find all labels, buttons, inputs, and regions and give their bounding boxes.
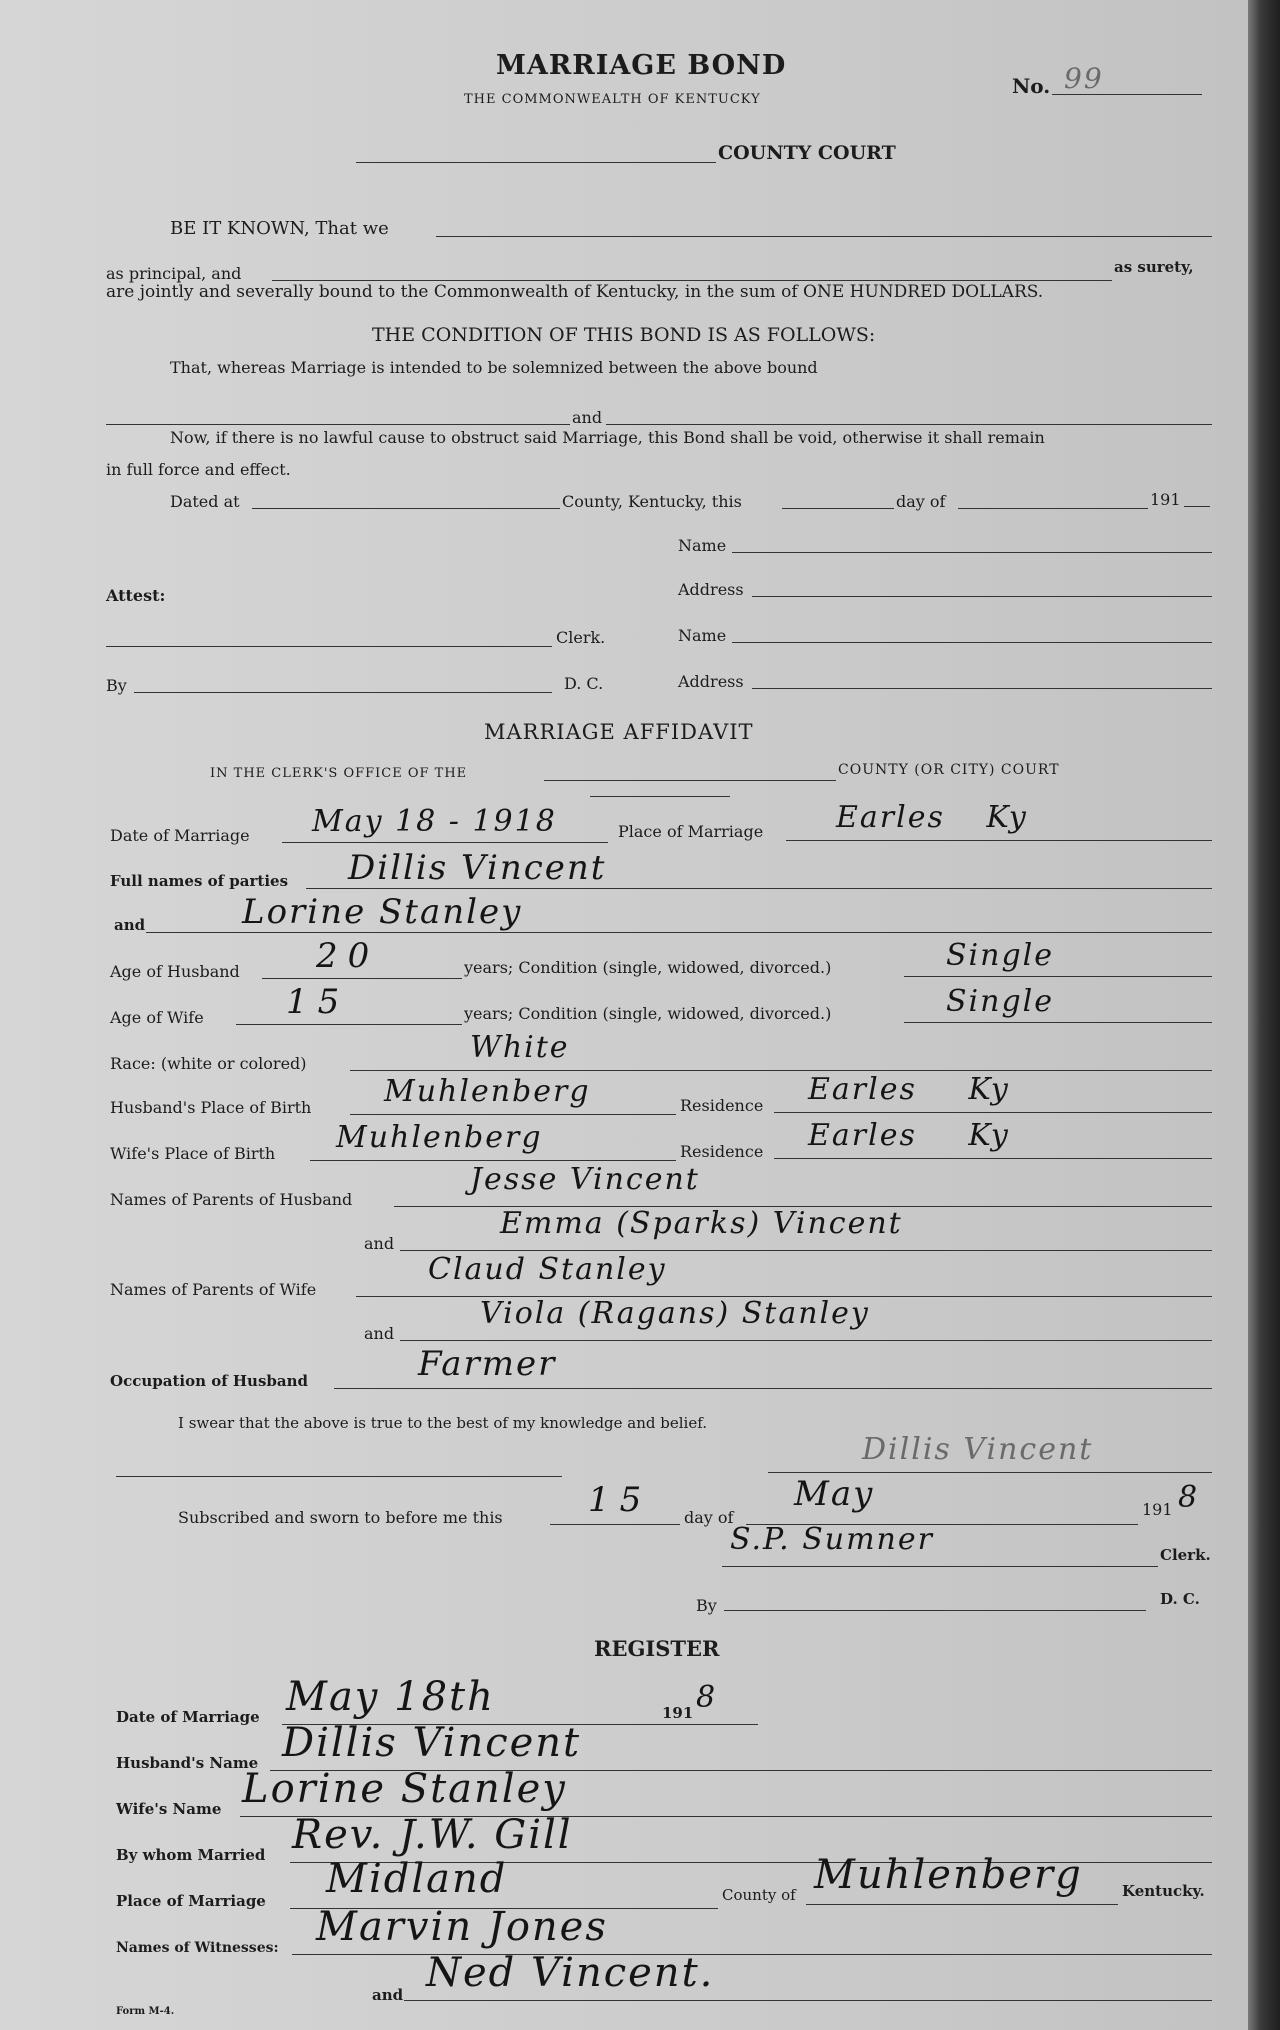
party-line-2 <box>606 424 1212 425</box>
age-wife-line <box>236 1024 462 1025</box>
sworn-year-suffix: 8 <box>1178 1480 1200 1515</box>
register-husband-value: Dillis Vincent <box>282 1720 582 1766</box>
register-witness2-line <box>404 2000 1212 2001</box>
date-of-marriage-value: May 18 - 1918 <box>312 804 557 839</box>
parents-husband-label: Names of Parents of Husband <box>110 1190 353 1209</box>
husband-residence-label: Residence <box>680 1096 764 1115</box>
surety-name-line-1 <box>732 552 1212 553</box>
bond-by-label: By <box>106 676 127 695</box>
sworn-month-value: May <box>794 1474 875 1514</box>
husband-residence-line <box>774 1112 1212 1113</box>
party1-name: Dillis Vincent <box>348 848 607 888</box>
clerk-signature: S.P. Sumner <box>730 1522 934 1557</box>
register-year-prefix: 191 <box>662 1704 694 1722</box>
party-and-label: and <box>114 916 146 934</box>
whereas-clause: That, whereas Marriage is intended to be solemnized between the above bound <box>170 358 818 377</box>
race-label: Race: (white or colored) <box>110 1054 307 1073</box>
wife-birth-value: Muhlenberg <box>336 1120 543 1155</box>
register-kentucky: Kentucky. <box>1122 1882 1205 1900</box>
surety-address-label-1: Address <box>678 580 744 599</box>
date-of-marriage-label: Date of Marriage <box>110 826 250 845</box>
now-if-line-1: Now, if there is no lawful cause to obstruct said Marriage, this Bond shall be void, otherwise it shall remain <box>170 428 1045 447</box>
wife-residence-label: Residence <box>680 1142 764 1161</box>
sworn-day-value: 15 <box>588 1480 652 1520</box>
surety-name-line-2 <box>732 642 1212 643</box>
husband-father-value: Jesse Vincent <box>470 1162 700 1197</box>
clerks-office-line <box>544 780 836 781</box>
surety-name-label-1: Name <box>678 536 727 555</box>
sworn-day-of: day of <box>684 1508 734 1527</box>
register-wife-label: Wife's Name <box>116 1800 222 1818</box>
bond-by-line <box>134 692 552 693</box>
occupation-line <box>334 1388 1212 1389</box>
occupation-value: Farmer <box>418 1344 557 1384</box>
husband-birth-line <box>350 1114 676 1115</box>
as-principal-and: as principal, and <box>106 264 242 283</box>
affiant-signature: Dillis Vincent <box>862 1432 1094 1467</box>
clerks-office-underline <box>590 796 730 797</box>
register-husband-label: Husband's Name <box>116 1754 259 1772</box>
subscribed-sworn: Subscribed and sworn to before me this <box>178 1508 503 1527</box>
bond-subtitle: THE COMMONWEALTH OF KENTUCKY <box>464 92 761 107</box>
wife-parents-and: and <box>364 1324 395 1343</box>
dated-at-line <box>252 508 560 509</box>
condition-husband-value: Single <box>946 938 1055 973</box>
bond-year-line <box>1184 506 1210 507</box>
wife-mother-value: Viola (Ragans) Stanley <box>480 1296 870 1331</box>
register-county-line <box>806 1904 1118 1905</box>
date-of-marriage-line <box>282 842 608 843</box>
be-it-known: BE IT KNOWN, That we <box>170 218 389 239</box>
affidavit-title: MARRIAGE AFFIDAVIT <box>484 720 754 744</box>
county-court-line <box>356 162 716 163</box>
register-witnesses-label: Names of Witnesses: <box>116 1940 279 1956</box>
now-if-line-2: in full force and effect. <box>106 460 291 479</box>
month-line <box>958 508 1148 509</box>
register-place-value: Midland <box>326 1856 508 1902</box>
clerk-signature-line <box>722 1566 1158 1567</box>
race-value: White <box>470 1030 570 1065</box>
this-day-line <box>782 508 894 509</box>
husband-mother-line <box>400 1250 1212 1251</box>
party2-line <box>146 932 1212 933</box>
surety-line <box>272 280 1112 281</box>
age-wife-value: 15 <box>286 982 350 1022</box>
affidavit-dc-label: D. C. <box>1160 1590 1200 1608</box>
principals-line <box>436 236 1212 237</box>
wife-birth-line <box>310 1160 676 1161</box>
parents-wife-label: Names of Parents of Wife <box>110 1280 317 1299</box>
surety-address-label-2: Address <box>678 672 744 691</box>
register-place-label: Place of Marriage <box>116 1892 266 1910</box>
jointly-bound: are jointly and severally bound to the Commonwealth of Kentucky, in the sum of ONE HUNDRED DOLLARS. <box>106 282 1044 302</box>
bond-title: MARRIAGE BOND <box>496 50 787 81</box>
register-title: REGISTER <box>594 1636 720 1661</box>
register-date-value: May 18th <box>286 1674 495 1720</box>
as-surety: as surety, <box>1114 258 1194 276</box>
swear-statement: I swear that the above is true to the best of my knowledge and belief. <box>178 1414 708 1432</box>
affiant-left-line <box>116 1476 562 1477</box>
condition-wife-value: Single <box>946 984 1055 1019</box>
wife-mother-line <box>400 1340 1212 1341</box>
wife-father-value: Claud Stanley <box>428 1252 667 1287</box>
bond-number-line <box>1052 94 1202 95</box>
condition-wife-line <box>904 1022 1212 1023</box>
surety-address-line-2 <box>752 688 1212 689</box>
full-names-line <box>306 888 1212 889</box>
bond-number-label: No. <box>1012 74 1051 98</box>
sworn-year-prefix: 191 <box>1142 1500 1173 1519</box>
register-year-suffix: 8 <box>696 1680 718 1715</box>
place-of-marriage-label: Place of Marriage <box>618 822 764 841</box>
husband-residence-value: Earles Ky <box>808 1072 1010 1107</box>
register-witness-and: and <box>372 1986 404 2004</box>
form-number: Form M-4. <box>116 2006 175 2017</box>
attest-label: Attest: <box>106 586 166 605</box>
husband-mother-value: Emma (Sparks) Vincent <box>500 1206 903 1241</box>
register-witness1-value: Marvin Jones <box>316 1904 608 1950</box>
register-married-by-label: By whom Married <box>116 1846 266 1864</box>
years-condition-husband: years; Condition (single, widowed, divorced.) <box>464 958 832 977</box>
wife-residence-value: Earles Ky <box>808 1118 1010 1153</box>
county-city-court: COUNTY (OR CITY) COURT <box>838 762 1060 778</box>
surety-name-label-2: Name <box>678 626 727 645</box>
condition-heading: THE CONDITION OF THIS BOND IS AS FOLLOWS: <box>372 324 876 346</box>
bond-year: 191 <box>1150 490 1181 509</box>
sworn-day-line <box>550 1524 680 1525</box>
condition-husband-line <box>904 976 1212 977</box>
bond-dc-label: D. C. <box>564 674 604 693</box>
wife-residence-line <box>774 1158 1212 1159</box>
party2-name: Lorine Stanley <box>242 892 523 932</box>
bond-clerk-label: Clerk. <box>556 628 606 647</box>
race-line <box>350 1070 1212 1071</box>
register-county-value: Muhlenberg <box>814 1852 1083 1898</box>
register-married-by-value: Rev. J.W. Gill <box>292 1812 573 1858</box>
wife-birth-label: Wife's Place of Birth <box>110 1144 276 1163</box>
occupation-label: Occupation of Husband <box>110 1372 309 1390</box>
affidavit-clerk-label: Clerk. <box>1160 1546 1211 1564</box>
clerk-line <box>106 646 552 647</box>
county-court-label: COUNTY COURT <box>718 142 896 164</box>
bond-and: and <box>572 408 603 427</box>
register-witness2-value: Ned Vincent. <box>426 1950 715 1996</box>
place-of-marriage-line <box>786 840 1212 841</box>
county-ky-this: County, Kentucky, this <box>562 492 742 511</box>
surety-address-line-1 <box>752 596 1212 597</box>
register-date-label: Date of Marriage <box>116 1708 260 1726</box>
page-binding-edge <box>1248 0 1280 2030</box>
husband-birth-value: Muhlenberg <box>384 1074 591 1109</box>
husband-birth-label: Husband's Place of Birth <box>110 1098 312 1117</box>
clerks-office: IN THE CLERK'S OFFICE OF THE <box>210 766 468 781</box>
register-county-of-label: County of <box>722 1886 796 1904</box>
bond-number-value: 99 <box>1064 62 1104 95</box>
full-names-label: Full names of parties <box>110 872 289 890</box>
party-line-1 <box>106 424 570 425</box>
age-husband-value: 20 <box>316 936 380 976</box>
place-of-marriage-value: Earles Ky <box>836 800 1028 835</box>
husband-parents-and: and <box>364 1234 395 1253</box>
affiant-signature-line <box>768 1472 1212 1473</box>
age-husband-line <box>262 978 462 979</box>
register-wife-value: Lorine Stanley <box>242 1766 567 1812</box>
affidavit-by-label: By <box>696 1596 717 1615</box>
years-condition-wife: years; Condition (single, widowed, divorced.) <box>464 1004 832 1023</box>
age-wife-label: Age of Wife <box>110 1008 204 1027</box>
affidavit-by-line <box>724 1610 1146 1611</box>
dated-at: Dated at <box>170 492 240 511</box>
age-husband-label: Age of Husband <box>110 962 240 981</box>
bond-day-of: day of <box>896 492 946 511</box>
